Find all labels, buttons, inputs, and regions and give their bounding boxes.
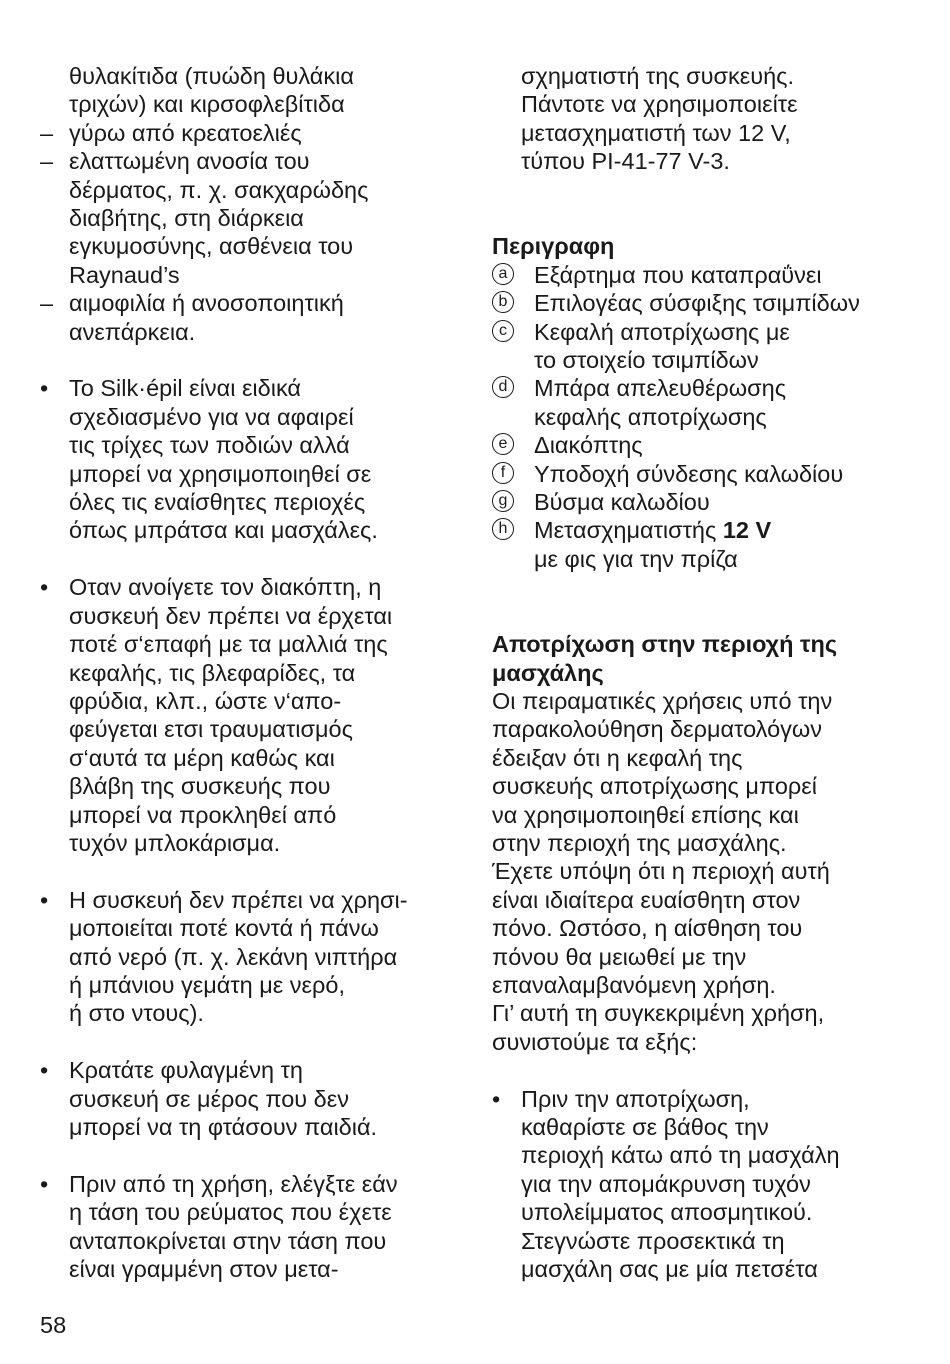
text-line: σχεδιασμένο για να αφαιρεί [69, 403, 354, 430]
bullet-marker: • [40, 375, 49, 402]
text-line: σ‘αυτά τα μέρη καθώς και [69, 744, 335, 771]
text-line: όλες τις εναίσθητες περιοχές [69, 489, 366, 516]
description-heading: Περιγραφη [492, 233, 615, 260]
dash-marker: – [40, 290, 54, 317]
text-line: Βύσμα καλωδίου [534, 489, 710, 516]
bullet-marker: • [40, 886, 49, 913]
text-line: συσκευής αποτρίχωσης μπορεί [492, 773, 817, 800]
text-line: Το Silk·épil είναι ειδικά [69, 375, 302, 402]
text-line: για την απομάκρυνση τυχόν [521, 1170, 811, 1197]
text-line: μοποιείται ποτέ κοντά ή πάνω [69, 915, 379, 942]
text-line: από νερό (π. χ. λεκάνη νιπτήρα [69, 943, 398, 970]
bullet-marker: • [40, 1057, 49, 1084]
text-line: βλάβη της συσκευής που [69, 773, 331, 800]
text-line: μπορεί να τη φτάσουν παιδιά. [69, 1113, 378, 1140]
text-line: έδειξαν ότι η κεφαλή της [492, 744, 743, 771]
text-fragment: Μετασχηματιστής [534, 517, 723, 544]
armpit-heading [492, 630, 922, 687]
text-line: στην περιοχή της μασχάλης. [492, 829, 787, 856]
text-line: φρύδια, κλπ., ώστε ν‘απο- [69, 687, 342, 714]
description-item [492, 516, 922, 573]
heading-line: μασχάλης [492, 659, 604, 686]
text-line: καθαρίστε σε βάθος την [521, 1113, 769, 1140]
text-line: ή μπάνιου γεμάτη με νερό, [69, 971, 345, 998]
text-line: Μπάρα απελευθέρωσης [534, 375, 787, 402]
bullet-item [40, 374, 460, 544]
text-line: πόνου θα μειωθεί με την [492, 943, 747, 970]
text-line: ποτέ σ‘επαφή με τα μαλλιά της [69, 631, 388, 658]
description-item [492, 374, 922, 431]
text-line [534, 516, 922, 544]
circled-letter-d-icon: d [492, 376, 514, 398]
dash-item [40, 147, 460, 289]
text-line: η τάση του ρεύματος που έχετε [69, 1199, 392, 1226]
text-line: αιμοφιλία ή ανοσοποιητική [69, 290, 344, 317]
text-line: Διακόπτης [534, 432, 643, 459]
dash-marker: – [40, 148, 54, 175]
text-line: να χρησιμοποιηθεί επίσης και [492, 801, 799, 828]
text-line: συσκευή σε μέρος που δεν [69, 1085, 349, 1112]
text-line: Raynaud’s [69, 261, 180, 288]
circled-letter-c-icon: c [492, 320, 514, 342]
text-line: γύρω από κρεατοελιές [69, 119, 302, 146]
text-line: Στεγνώστε προσεκτικά τη [521, 1227, 785, 1254]
text-line: πόνο. Ωστόσο, η αίσθηση του [492, 915, 803, 942]
text-line: το στοιχείο τσιμπίδων [534, 347, 759, 374]
text-line: Πριν την αποτρίχωση, [521, 1085, 750, 1112]
bullet-marker: • [40, 1170, 49, 1197]
circled-letter-b-icon: b [492, 291, 514, 313]
description-item [492, 431, 922, 459]
text-line: Οι πειραματικές χρήσεις υπό την [492, 687, 833, 714]
text-line: παρακολούθηση δερματολόγων [492, 716, 822, 743]
description-item [492, 318, 922, 375]
dash-marker: – [40, 119, 54, 146]
text-line: διαβήτης, στη διάρκεια [69, 205, 304, 232]
circled-letter-a-icon: a [492, 263, 514, 285]
text-line: Πριν από τη χρήση, ελέγξτε εάν [69, 1170, 398, 1197]
text-line: συνιστούμε τα εξής: [492, 1028, 698, 1055]
text-line: ελαττωμένη ανοσία του [69, 148, 310, 175]
text-line: Υποδοχή σύνδεσης καλωδίου [534, 460, 844, 487]
bullet-item [40, 886, 460, 1028]
bullet-item [40, 1170, 460, 1284]
text-line: περιοχή κάτω από τη μασχάλη [521, 1142, 840, 1169]
text-line: Κεφαλή αποτρίχωσης με [534, 318, 790, 345]
circled-letter-e-icon: e [492, 433, 514, 455]
bullet-item [492, 1085, 922, 1284]
left-column [40, 62, 460, 1283]
text-line: Η συσκευή δεν πρέπει να χρησι- [69, 886, 408, 913]
text-line: Επιλογέας σύσφιξης τσιμπίδων [534, 290, 860, 317]
text-line: ανταποκρίνεται στην τάση που [69, 1227, 387, 1254]
bullet-marker: • [40, 574, 49, 601]
text-line: φεύγεται ετσι τραυματισμός [69, 716, 353, 743]
text-line: σχηματιστή της συσκευής. [521, 63, 794, 89]
page-number: 58 [40, 1312, 67, 1338]
description-item [492, 289, 922, 317]
text-line: κεφαλής αποτρίχωσης [534, 403, 767, 430]
continued-text [492, 62, 922, 176]
dash-item [40, 289, 460, 346]
text-line: θυλακίτιδα (πυώδη θυλάκια [69, 63, 354, 89]
text-line: είναι ιδιαίτερα ευαίσθητη στον [492, 886, 801, 913]
text-line: Πάντοτε να χρησιμοποιείτε [521, 91, 798, 118]
text-line: μπορεί να προκληθεί από [69, 801, 337, 828]
circled-letter-h-icon: h [492, 518, 514, 540]
text-line: Γι’ αυτή τη συγκεκριμένη χρήση, [492, 1000, 825, 1027]
armpit-paragraph [492, 687, 922, 1056]
text-line: όπως μπράτσα και μασχάλες. [69, 517, 378, 544]
text-line: Οταν ανοίγετε τον διακόπτη, η [69, 574, 382, 601]
voltage-label: 12 V [722, 517, 772, 544]
text-line: συσκευή δεν πρέπει να έρχεται [69, 602, 393, 629]
text-line: με φις για την πρίζα [534, 545, 738, 572]
description-item [492, 488, 922, 516]
dash-item [40, 119, 460, 147]
description-item [492, 261, 922, 289]
text-line: είναι γραμμένη στον μετα- [69, 1255, 339, 1282]
text-line: μπορεί να χρησιμοποιηθεί σε [69, 460, 372, 487]
right-column [492, 62, 922, 1283]
heading-line: Αποτρίχωση στην περιοχή της [492, 631, 838, 658]
text-line: Εξάρτημα που καταπραΰνει [534, 261, 822, 288]
text-line: τις τρίχες των ποδιών αλλά [69, 432, 350, 459]
text-line: τυχόν μπλοκάρισμα. [69, 829, 281, 856]
circled-letter-g-icon: g [492, 490, 514, 512]
text-line: μασχάλη σας με μία πετσέτα [521, 1256, 818, 1283]
text-line: τύπου PI-41-77 V-3. [521, 148, 730, 175]
text-line: τριχών) και κιρσοφλεβίτιδα [69, 91, 345, 118]
text-line: ή στο ντους). [69, 1000, 204, 1027]
text-line: δέρματος, π. χ. σακχαρώδης [69, 176, 369, 203]
description-item [492, 460, 922, 488]
circled-letter-f-icon: f [492, 462, 514, 484]
text-line: υπολείμματος αποσμητικού. [521, 1199, 813, 1226]
bullet-item [40, 1056, 460, 1141]
text-line: Έχετε υπόψη ότι η περιοχή αυτή [492, 858, 830, 885]
text-line: εγκυμοσύνης, ασθένεια του [69, 233, 354, 260]
text-line: κεφαλής, τις βλεφαρίδες, τα [69, 659, 356, 686]
bullet-marker: • [492, 1085, 501, 1112]
text-line: επαναλαμβανόμενη χρήση. [492, 971, 776, 998]
text-line: Κρατάτε φυλαγμένη τη [69, 1057, 303, 1084]
text-line: ανεπάρκεια. [69, 318, 196, 345]
bullet-item [40, 573, 460, 857]
text-line: μετασχηματιστή των 12 V, [521, 119, 791, 146]
continued-text [40, 62, 460, 119]
